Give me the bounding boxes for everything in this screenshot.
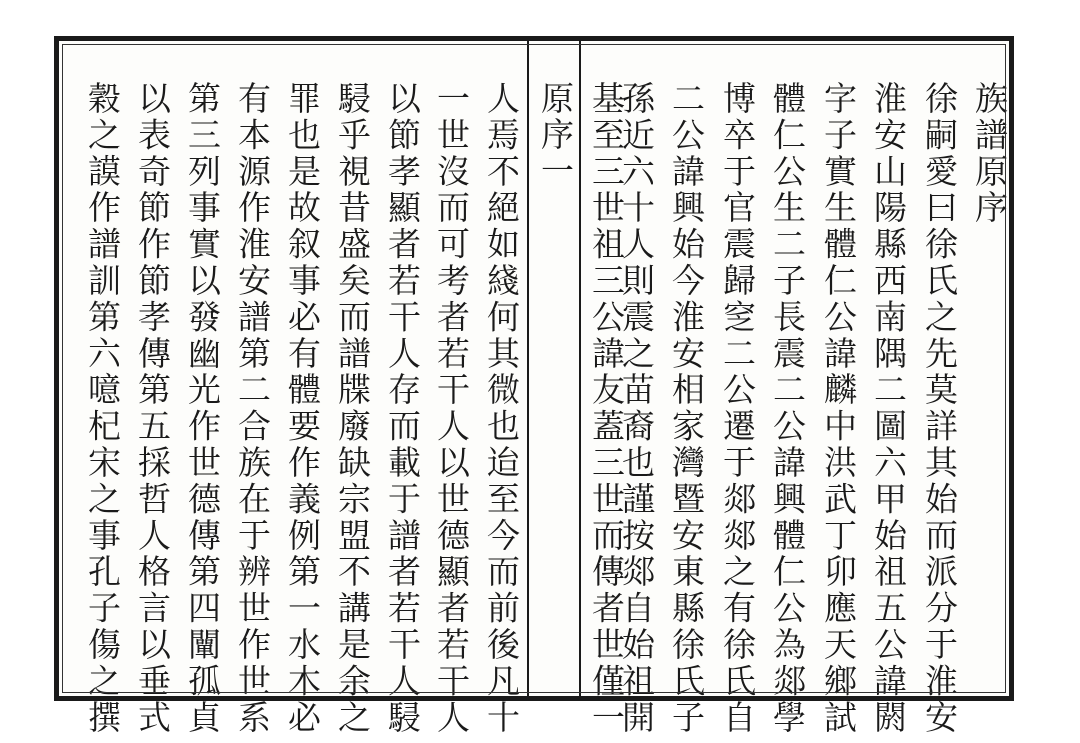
text-column: 人焉不絕如綫何其微也迨至今而前後凡十 xyxy=(482,81,521,737)
fold-divider-left xyxy=(527,41,529,696)
text-column: 有本源作淮安譜第二合族在于辨世作世系 xyxy=(233,81,272,737)
text-column: 字子實生體仁公諱麟中洪武丁卯應天鄉試 xyxy=(819,81,858,737)
title-column: 族譜原序 xyxy=(970,81,1009,227)
text-column: 一世沒而可考者若干人以世德顯者若干人 xyxy=(432,81,471,737)
text-column: 第三列事實以發幽光作世德傳第四闡孤貞 xyxy=(183,81,222,737)
text-column: 博卒于官震歸窆二公遷于郯郯之有徐氏自 xyxy=(718,81,757,737)
text-column: 體仁公生二子長震二公諱興體仁公為郯學 xyxy=(768,81,807,737)
text-column: 駸乎視昔盛矣而譜牒廢缺宗盟不講是余之 xyxy=(333,81,372,737)
text-column: 基至三世祖三公諱友蓋三世而傳者世僅一 xyxy=(587,81,626,737)
text-column: 孫近六十人則震之苗裔也謹按郯自始祖開 xyxy=(617,81,656,737)
text-column: 徐嗣愛曰徐氏之先莫詳其始而派分于淮安 xyxy=(920,81,959,737)
text-column: 淮安山陽縣西南隅二圖六甲始祖五公諱閼 xyxy=(869,81,908,737)
text-column: 以節孝顯者若干人存而載于譜者若干人駸 xyxy=(383,81,422,737)
text-column: 穀之謨作譜訓第六噫杞宋之事孔子傷之撰 xyxy=(83,81,122,737)
book-page-frame xyxy=(54,36,1014,737)
fold-label: 原序一 xyxy=(536,81,575,189)
text-column: 二公諱興始今淮安相家灣暨安東縣徐氏子 xyxy=(667,81,706,737)
text-column: 罪也是故叙事必有體要作義例第一水木必 xyxy=(283,81,322,737)
text-column: 以表奇節作節孝傳第五採哲人格言以垂式 xyxy=(133,81,172,737)
